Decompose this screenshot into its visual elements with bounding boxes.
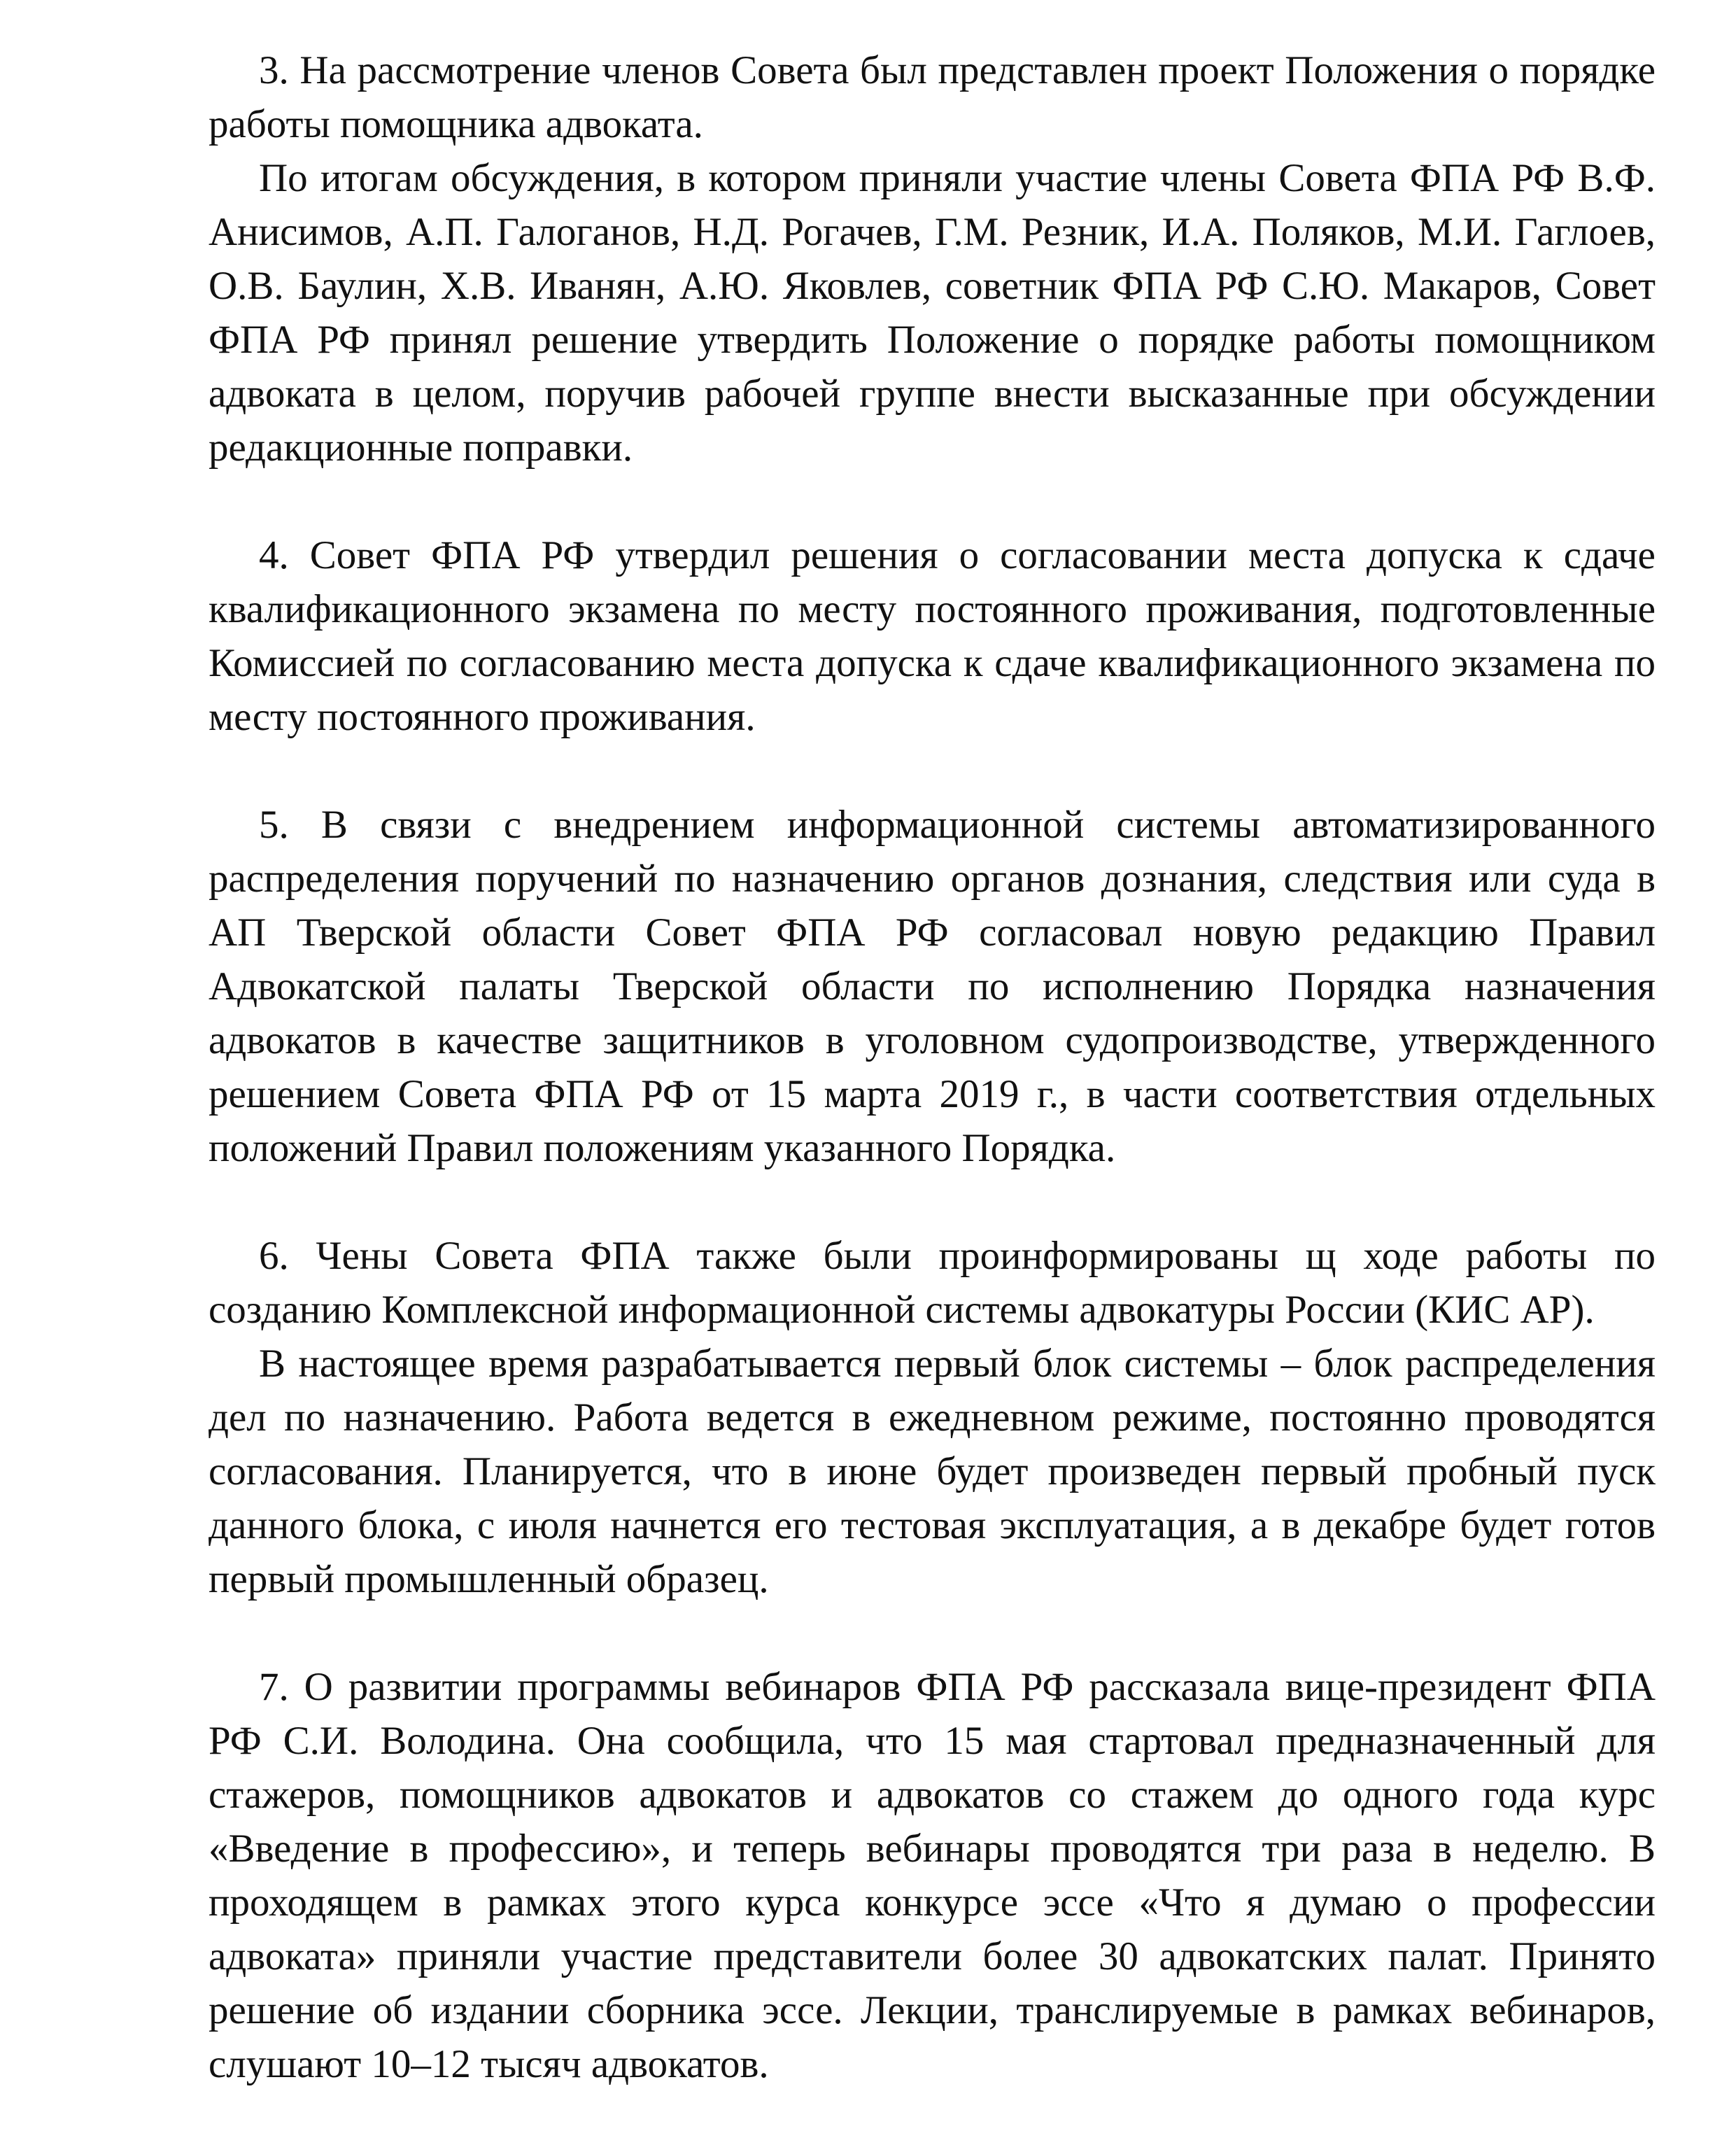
item-5: [209, 798, 1656, 1175]
item-6: [209, 1229, 1656, 1606]
paragraph-gap: [209, 474, 1656, 528]
item-4-paragraph-1: 4. Совет ФПА РФ утвердил решения о согласовании места допуска к сдаче квалификационного экзамена по месту постоянного проживания, подготовленные Комиссией по согласованию места допуска к сдаче квалификационного экзамена по месту постоянного проживания.: [209, 533, 1656, 739]
item-4: [209, 528, 1656, 744]
item-5-paragraph-1: 5. В связи с внедрением информационной системы автоматизированного распределения поручений по назначению органов дознания, следствия или суда в АП Тверской области Совет ФПА РФ согласовал новую редакцию Правил Адвокатской палаты Тверской области по исполнению Порядка назначения адвокатов в качестве защитников в уголовном судопроизводстве, утвержденного решением Совета ФПА РФ от 15 марта 2019 г., в части соответствия отдельных положений Правил положениям указанного Порядка.: [209, 803, 1656, 1170]
item-6-paragraph-1: 6. Чены Совета ФПА также были проинформированы щ ходе работы по созданию Комплексной информационной системы адвокатуры России (КИС АР).: [209, 1234, 1656, 1332]
item-3-paragraph-1: 3. На рассмотрение членов Совета был представлен проект Положения о порядке работы помощника адвоката.: [209, 48, 1656, 146]
paragraph-gap: [209, 1606, 1656, 1660]
paragraph-gap: [209, 744, 1656, 798]
document-page: [209, 43, 1656, 2091]
item-3: [209, 43, 1656, 474]
item-3-paragraph-2: По итогам обсуждения, в котором приняли участие члены Совета ФПА РФ В.Ф. Анисимов, А.П. Галоганов, Н.Д. Рогачев, Г.М. Резник, И.А. Поляков, М.И. Гаглоев, О.В. Баулин, Х.В. Иванян, А.Ю. Яковлев, советник ФПА РФ С.Ю. Макаров, Совет ФПА РФ принял решение утвердить Положение о порядке работы помощником адвоката в целом, поручив рабочей группе внести высказанные при обсуждении редакционные поправки.: [209, 156, 1656, 470]
paragraph-gap: [209, 1175, 1656, 1229]
item-7-paragraph-1: 7. О развитии программы вебинаров ФПА РФ рассказала вице-президент ФПА РФ С.И. Володина. Она сообщила, что 15 мая стартовал предназначенный для стажеров, помощников адвокатов и адвокатов со стажем до одного года курс «Введение в профессию», и теперь вебинары проводятся три раза в неделю. В проходящем в рамках этого курса конкурсе эссе «Что я думаю о профессии адвоката» приняли участие представители более 30 адвокатских палат. Принято решение об издании сборника эссе. Лекции, транслируемые в рамках вебинаров, слушают 10–12 тысяч адвокатов.: [209, 1665, 1656, 2086]
item-7: [209, 1660, 1656, 2091]
item-6-paragraph-2: В настоящее время разрабатывается первый блок системы – блок распределения дел по назначению. Работа ведется в ежедневном режиме, постоянно проводятся согласования. Планируется, что в июне будет произведен первый пробный пуск данного блока, с июля начнется его тестовая эксплуатация, а в декабре будет готов первый промышленный образец.: [209, 1342, 1656, 1601]
